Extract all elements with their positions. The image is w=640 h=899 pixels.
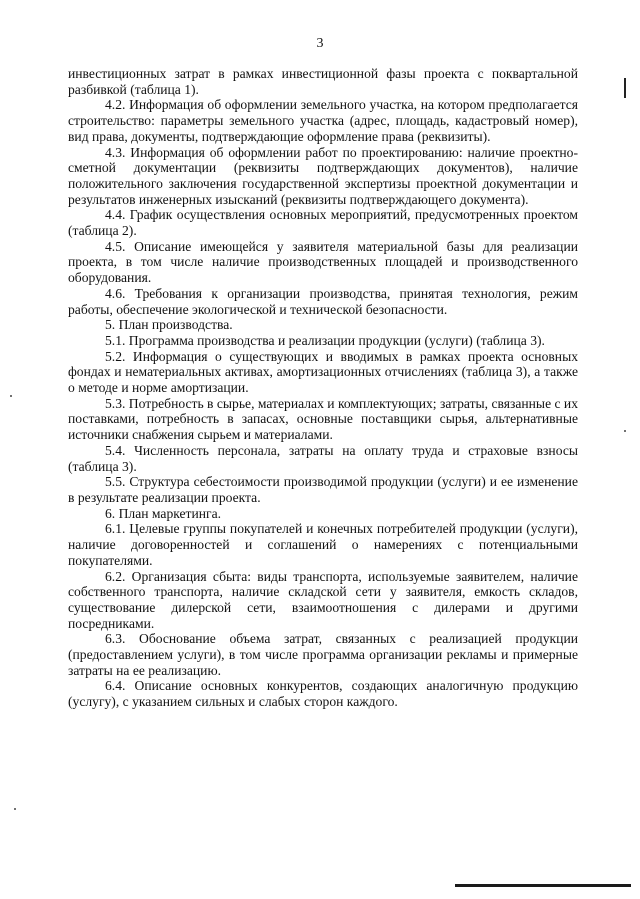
document-paragraph: 4.4. График осуществления основных мероприятий, предусмотренных проектом (таблица 2). [68,207,578,239]
document-paragraph: 5.5. Структура себестоимости производимой продукции (услуги) и ее изменение в результате реализации проекта. [68,474,578,505]
document-paragraph: 6. План маркетинга. [105,505,222,521]
document-paragraph: 5.3. Потребность в сырье, материалах и комплектующих; затраты, связанные с их поставками, потребность в запасах, основные поставщики сырья, альтернативные источники снабжения сырьем и материалами. [68,395,578,443]
document-paragraph: 6.3. Обоснование объема затрат, связанных с реализацией продукции (предоставлением услуги), в том числе программа организации рекламы и примерные затраты на ее реализацию. [68,631,578,678]
document-paragraph: 5.1. Программа производства и реализации продукции (услуги) (таблица 3). [105,332,545,348]
document-paragraph: 5. План производства. [105,317,233,333]
page-number: 3 [316,36,324,51]
document-paragraph: инвестиционных затрат в рамках инвестиционной фазы проекта с поквартальной разбивкой (таблица 1). [68,66,578,97]
document-paragraph: 4.6. Требования к организации производства, принятая технология, режим работы, обеспечение экологической и технической безопасности. [68,285,578,317]
document-paragraph: 6.1. Целевые группы покупателей и конечных потребителей продукции (услуги), наличие договоренностей и соглашений о намерениях с потенциальными покупателями. [68,521,578,568]
document-paragraph: 4.2. Информация об оформлении земельного участка, на котором предполагается строительство: параметры земельного участка (адрес, площадь, кадастровый номер), вид права, документы, подтверждающие оформление права (реквизиты). [68,97,578,144]
document-paragraph: 4.3. Информация об оформлении работ по проектированию: наличие проектно-сметной документации (реквизиты подтверждающих документов), наличие положительного заключения государственной экспертизы проектной документации и результатов инженерных изысканий (реквизиты подтверждающего документа). [68,144,578,207]
document-paragraph: 5.2. Информация о существующих и вводимых в рамках проекта основных фондах и нематериальных активах, амортизационных отчислениях (таблица 3), а также о методе и норме амортизации. [68,348,578,396]
scan-artifact-mark [624,78,626,98]
document-paragraph: 4.5. Описание имеющейся у заявителя материальной базы для реализации проекта, в том числе наличие производственных площадей и производственного оборудования. [68,238,578,286]
document-paragraph: 6.4. Описание основных конкурентов, создающих аналогичную продукцию (услугу), с указанием сильных и слабых сторон каждого. [68,678,578,710]
document-paragraph: 6.2. Организация сбыта: виды транспорта, используемые заявителем, наличие собственного транспорта, наличие складской сети у заявителя, емкость складов, существование дилерской сети, взаимоотношения с дилерами и другими посредниками. [68,568,578,631]
scan-artifact-dot [10,395,12,397]
scan-artifact-dot [624,430,626,432]
scan-artifact-line [455,884,631,887]
scan-artifact-dot [14,808,16,810]
document-paragraph: 5.4. Численность персонала, затраты на оплату труда и страховые взносы (таблица 3). [68,442,578,474]
document-body [68,66,578,710]
